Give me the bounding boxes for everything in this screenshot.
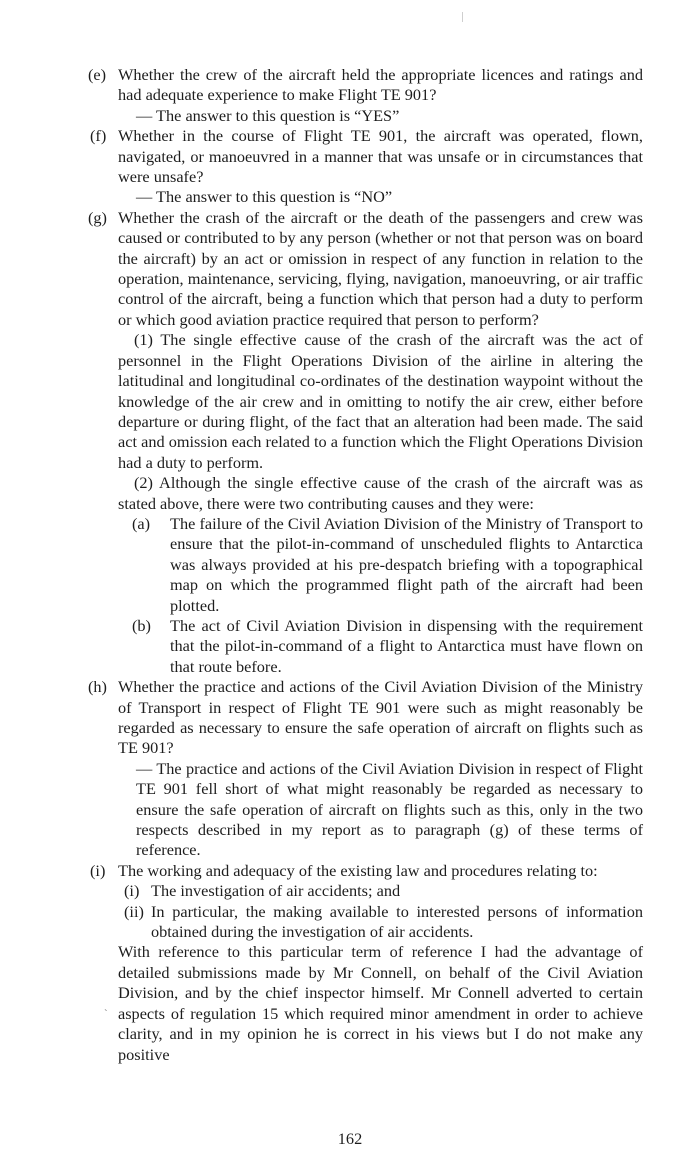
term-i-sub-1-text: The investigation of air accidents; and: [151, 881, 401, 901]
term-f-label: (f): [90, 126, 107, 146]
contributing-cause-a-text: The failure of the Civil Aviation Division of the Ministry of Transport to ensure that the pilot-in-command of unscheduled flights to Antarctica was always provided at his pre-despatch briefing with a topographical map on which the programmed flight path of the aircraft had been plotted.: [170, 513, 643, 615]
term-i-sub-2: [118, 902, 643, 943]
term-g-question: Whether the crash of the aircraft or the death of the passengers and crew was caused or contributed to by any person (whether or not that person was on board the aircraft) by an act or omission in respect of any function in relation to the operation, maintenance, servicing, flying, navigation, manoeuvring, or air traffic control of the aircraft, being a function which that person had a duty to perform or which good aviation practice required that person to perform?: [118, 207, 643, 329]
scan-mark: [462, 12, 463, 22]
contributing-cause-b: [118, 616, 643, 677]
term-f-answer: — The answer to this question is “NO”: [136, 187, 393, 207]
term-g-finding-1: (1) The single effective cause of the crash of the aircraft was the act of personnel in the Flight Operations Division of the airline in altering the latitudinal and longitudinal co-ordinates of the destination waypoint without the knowledge of the air crew and in omitting to notify the air crew, either before departure or during flight, of the fact that an alteration had been made. The said act and omission each related to a function which the Flight Operations Division had a duty to perform.: [118, 330, 643, 472]
closing-paragraph: With reference to this particular term of reference I had the advantage of detailed submissions made by Mr Connell, on behalf of the Civil Aviation Division, and by the chief inspector himself. Mr Connell adverted to certain aspects of regulation 15 which required minor amendment in order to achieve clarity, and in my opinion he is correct in his views but I do not make any positive: [118, 942, 643, 1064]
page-number: 162: [337, 1129, 363, 1148]
contributing-cause-b-text: The act of Civil Aviation Division in dispensing with the requirement that the pilot-in-command of a flight to Antarctica must have flown on that route before.: [170, 615, 643, 676]
term-i-sub-2-label: (ii): [124, 901, 144, 921]
term-g: [0, 208, 643, 677]
term-i-sub-1: [118, 881, 643, 901]
contributing-cause-a-label: (a): [132, 513, 151, 533]
term-e-label: (e): [88, 65, 107, 84]
term-h: [0, 677, 643, 861]
term-i-sub-1-label: (i): [124, 881, 140, 901]
term-e-question: Whether the crew of the aircraft held the appropriate licences and ratings and had adequate experience to make Flight TE 901?: [118, 65, 643, 105]
term-i-question: The working and adequacy of the existing law and procedures relating to:: [118, 860, 598, 880]
term-i-sub-2-text: In particular, the making available to interested persons of information obtained during the investigation of air accidents.: [151, 901, 643, 942]
term-h-question: Whether the practice and actions of the Civil Aviation Division of the Ministry of Transport in respect of Flight TE 901 were such as might reasonably be regarded as necessary to ensure the safe operation of aircraft on flights such as TE 901?: [118, 677, 643, 758]
term-e: [0, 65, 643, 126]
contributing-cause-b-label: (b): [132, 615, 151, 635]
term-i: [0, 861, 643, 943]
term-f-question: Whether in the course of Flight TE 901, the aircraft was operated, flown, navigated, or manoeuvred in a manner that was unsafe or in circumstances that were unsafe?: [118, 126, 643, 187]
term-g-label: (g): [88, 207, 107, 227]
contributing-cause-a: [118, 514, 643, 616]
term-f: [0, 126, 643, 208]
term-h-answer: — The practice and actions of the Civil Aviation Division in respect of Flight TE 901 fell short of what might reasonably be regarded as necessary to ensure the safe operation of aircraft on flights such as this, only in the two respects described in my report as to paragraph (g) of these terms of reference.: [136, 758, 643, 860]
term-i-label: (i): [90, 860, 106, 880]
margin-mark: `: [104, 1008, 108, 1020]
page-body: [0, 65, 700, 1065]
term-e-answer: — The answer to this question is “YES”: [136, 105, 400, 125]
term-h-label: (h): [88, 677, 107, 697]
term-g-finding-2: (2) Although the single effective cause of the crash of the aircraft was as stated above, there were two contributing causes and they were:: [118, 473, 643, 513]
